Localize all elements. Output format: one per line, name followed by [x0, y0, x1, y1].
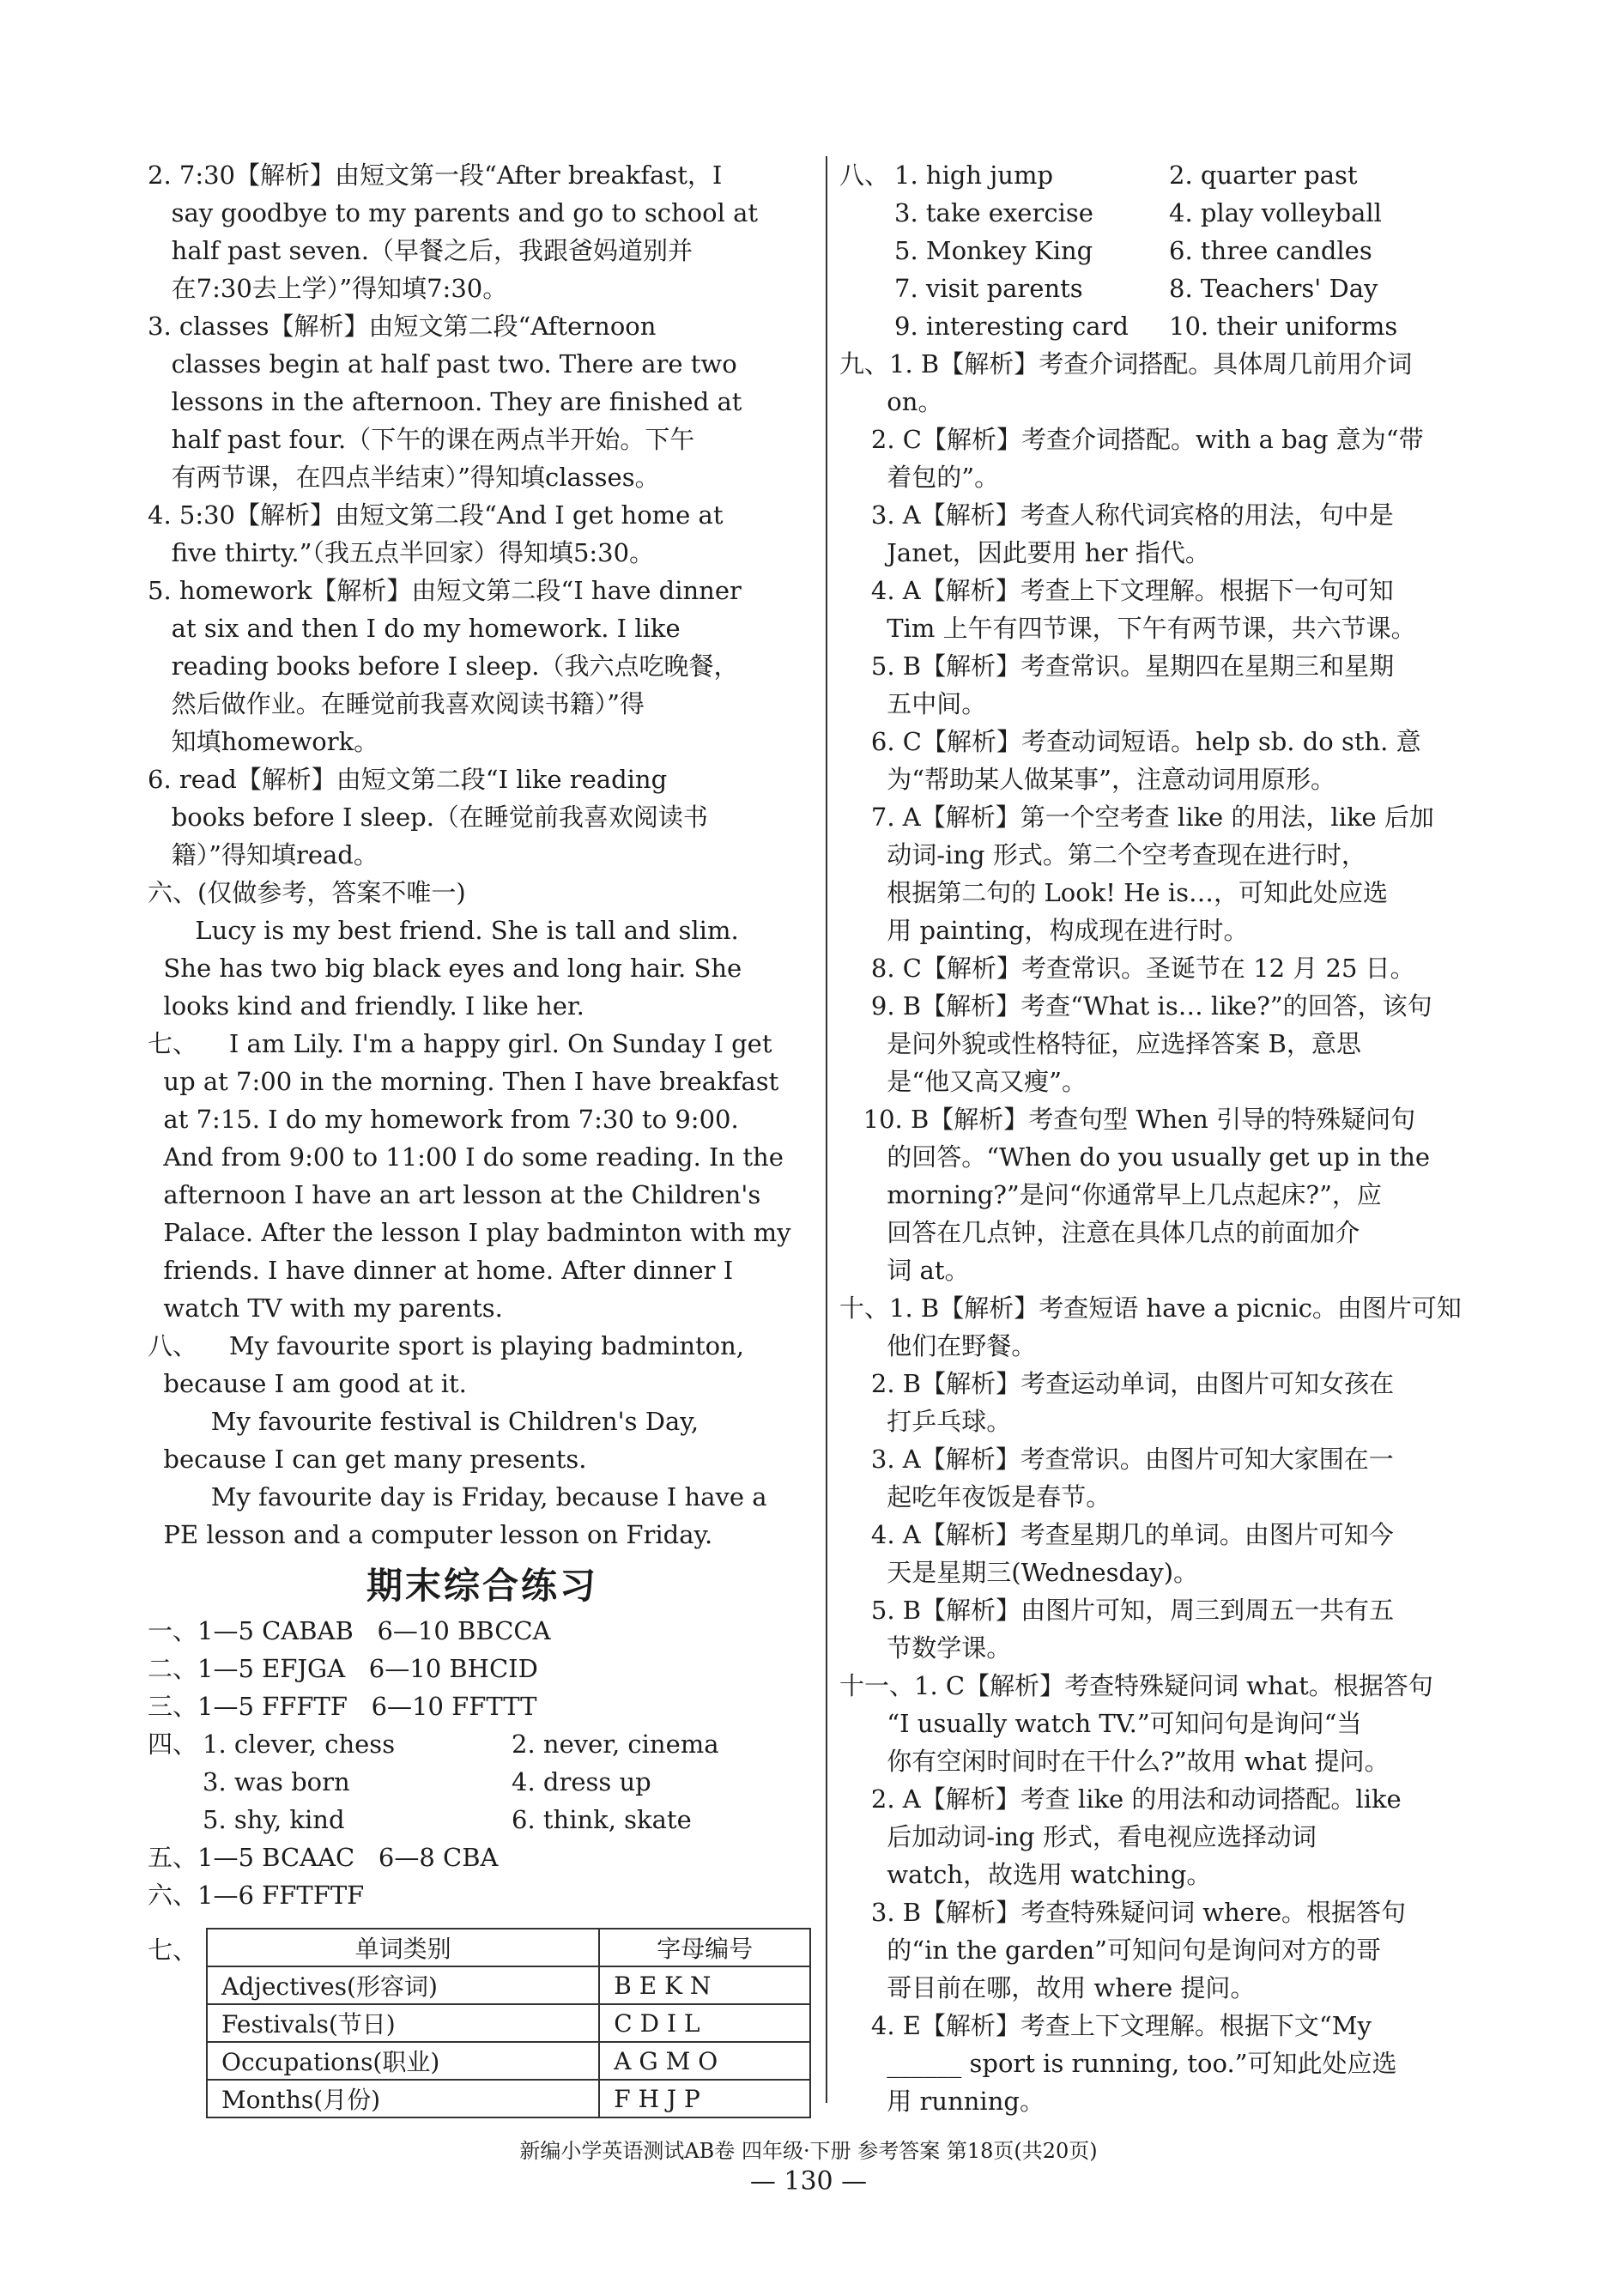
answer-item: 5. shy, kind: [203, 1805, 345, 1834]
answer-row: [148, 1801, 817, 1839]
question-prefix: [148, 1801, 203, 1839]
answer-item: 1. high jump: [894, 161, 1054, 190]
text-line: 4. A【解析】考查上下文理解。根据下一句可知: [839, 576, 1394, 605]
text-line: 籍）”得知填read。: [148, 840, 379, 869]
text-line: afternoon I have an art lesson at the Children's: [148, 1180, 761, 1209]
text-line: 五、1—5 BCAAC 6—8 CBA: [148, 1843, 499, 1872]
answer-item: 1. clever, chess: [203, 1730, 396, 1759]
text-line: 十、1. B【解析】考查短语 have a picnic。由图片可知: [839, 1293, 1462, 1323]
text-line: lessons in the afternoon. They are finished at: [148, 387, 742, 416]
text-line: 是问外貌或性格特征，应选择答案 B，意思: [839, 1029, 1361, 1058]
answer-row: [839, 194, 1500, 232]
text-line: 六、(仅做参考，答案不唯一): [148, 878, 466, 907]
table-row: [207, 2080, 810, 2117]
text-line: 知填homework。: [148, 727, 379, 756]
text-line: say goodbye to my parents and go to school at: [148, 198, 759, 227]
text-line: 7. A【解析】第一个空考查 like 的用法，like 后加: [839, 803, 1434, 832]
answer-row: [148, 1725, 817, 1763]
text-line: 二、1—5 EFJGA 6—10 BHCID: [148, 1654, 538, 1683]
text-line: watch TV with my parents.: [148, 1293, 503, 1323]
left-column: [148, 156, 817, 1914]
text-line: Janet，因此要用 her 指代。: [839, 538, 1210, 567]
answer-item: 10. their uniforms: [1169, 312, 1398, 341]
answer-item: 2. never, cinema: [512, 1730, 719, 1759]
text-line: 8. C【解析】考查常识。圣诞节在 12 月 25 日。: [839, 954, 1415, 983]
question-8-block: [839, 156, 1500, 345]
answer-item: 6. three candles: [1169, 236, 1372, 265]
text-line: 5. homework【解析】由短文第二段“I have dinner: [148, 576, 742, 605]
text-line: 三、1—5 FFFTF 6—10 FFTTT: [148, 1692, 537, 1721]
right-column: [839, 156, 1500, 2120]
text-line: 根据第二句的 Look! He is…，可知此处应选: [839, 878, 1388, 907]
answer-row: [839, 156, 1500, 194]
text-line: 6. C【解析】考查动词短语。help sb. do sth. 意: [839, 727, 1421, 756]
word-category-table: [206, 1928, 811, 2118]
text-line: 动词-ing 形式。第二个空考查现在进行时，: [839, 840, 1366, 869]
text-line: up at 7:00 in the morning. Then I have breakfast: [148, 1067, 779, 1096]
text-line: 七、 I am Lily. I'm a happy girl. On Sunday I get: [148, 1029, 772, 1058]
table-cell: Occupations(职业): [207, 2042, 599, 2080]
right-answer-lines: [839, 345, 1500, 2120]
text-line: 八、 My favourite sport is playing badminton,: [148, 1331, 745, 1360]
text-line: 2. C【解析】考查介词搭配。with a bag 意为“带: [839, 425, 1424, 454]
text-line: She has two big black eyes and long hair. She: [148, 954, 742, 983]
text-line: morning?”是问“你通常早上几点起床?”，应: [839, 1180, 1382, 1209]
text-line: My favourite festival is Children's Day,: [148, 1407, 699, 1436]
table-row: [207, 2042, 810, 2080]
text-line: My favourite day is Friday, because I have a: [148, 1482, 767, 1511]
text-line: reading books before I sleep.（我六点吃晚餐，: [148, 651, 739, 681]
question-4-block: [148, 1725, 817, 1839]
answer-item: 3. take exercise: [894, 198, 1093, 227]
text-line: 3. B【解析】考查特殊疑问词 where。根据答句: [839, 1898, 1406, 1927]
answer-item: 5. Monkey King: [894, 236, 1093, 265]
answer-row: [839, 307, 1500, 345]
text-line: 他们在野餐。: [839, 1331, 1037, 1360]
text-line: 词 at。: [839, 1256, 970, 1285]
text-line: friends. I have dinner at home. After dinner I: [148, 1256, 734, 1285]
question-prefix: 四、: [148, 1730, 198, 1759]
answer-item: 4. play volleyball: [1169, 198, 1382, 227]
text-line: half past four.（下午的课在两点半开始。下午: [148, 425, 695, 454]
table-row: [207, 1966, 810, 2004]
question-prefix: 八、: [839, 161, 890, 190]
text-line: 3. A【解析】考查常识。由图片可知大家围在一: [839, 1445, 1394, 1474]
text-line: ______ sport is running, too.”可知此处应选: [839, 2049, 1397, 2078]
answer-item: 7. visit parents: [894, 274, 1083, 303]
text-line: 在7:30去上学）”得知填7:30。: [148, 274, 508, 303]
text-line: classes begin at half past two. There are two: [148, 349, 737, 379]
text-line: half past seven.（早餐之后，我跟爸妈道别并: [148, 236, 693, 265]
table-cell: F H J P: [599, 2080, 810, 2117]
text-line: 2. 7:30【解析】由短文第一段“After breakfast，I: [148, 161, 723, 190]
text-line: 为“帮助某人做某事”，注意动词用原形。: [839, 765, 1335, 794]
text-line: 十一、1. C【解析】考查特殊疑问词 what。根据答句: [839, 1671, 1433, 1700]
text-line: at 7:15. I do my homework from 7:30 to 9:00.: [148, 1105, 739, 1134]
text-line: 哥目前在哪，故用 where 提问。: [839, 1973, 1256, 2002]
text-line: 九、1. B【解析】考查介词搭配。具体周几前用介词: [839, 349, 1413, 379]
text-line: 一、1—5 CABAB 6—10 BBCCA: [148, 1616, 551, 1645]
text-line: PE lesson and a computer lesson on Friday.: [148, 1520, 713, 1549]
text-line: 用 running。: [839, 2087, 1045, 2116]
question-prefix: [839, 232, 894, 270]
question-prefix: [839, 307, 894, 345]
text-line: 2. A【解析】考查 like 的用法和动词搭配。like: [839, 1784, 1402, 1814]
column-divider: [826, 156, 827, 2103]
answer-item: 3. was born: [203, 1767, 350, 1796]
table-cell: B E K N: [599, 1966, 810, 2004]
answer-row: [839, 232, 1500, 270]
text-line: 回答在几点钟，注意在具体几点的前面加介: [839, 1218, 1360, 1247]
question-7-label: 七、: [148, 1936, 198, 1965]
text-line: 3. classes【解析】由短文第二段“Afternoon: [148, 312, 657, 341]
text-line: Palace. After the lesson I play badminton with my: [148, 1218, 791, 1247]
table-header: 单词类别: [207, 1929, 599, 1966]
text-line: 然后做作业。在睡觉前我喜欢阅读书籍）”得: [148, 689, 645, 718]
left-answer-lines: [148, 156, 817, 1554]
text-line: 5. B【解析】考查常识。星期四在星期三和星期: [839, 651, 1395, 681]
table-header: 字母编号: [599, 1929, 810, 1966]
text-line: 是“他又高又瘦”。: [839, 1067, 1087, 1096]
question-prefix: [839, 194, 894, 232]
text-line: 起吃年夜饭是春节。: [839, 1482, 1111, 1511]
answer-item: 8. Teachers' Day: [1169, 274, 1378, 303]
answer-item: 6. think, skate: [512, 1805, 692, 1834]
text-line: 六、1—6 FFTFTF: [148, 1881, 365, 1910]
text-line: 打乒乓球。: [839, 1407, 1012, 1436]
answer-row: [839, 270, 1500, 307]
question-prefix: [148, 1763, 203, 1801]
text-line: 天是星期三(Wednesday)。: [839, 1558, 1199, 1587]
section-title: 期末综合练习: [366, 1565, 598, 1607]
text-line: 4. A【解析】考查星期几的单词。由图片可知今: [839, 1520, 1394, 1549]
text-line: books before I sleep.（在睡觉前我喜欢阅读书: [148, 803, 708, 832]
text-line: 2. B【解析】考查运动单词，由图片可知女孩在: [839, 1369, 1395, 1398]
text-line: 五中间。: [839, 689, 987, 718]
page-number: — 130 —: [749, 2166, 868, 2196]
text-line: 你有空闲时间时在干什么?”故用 what 提问。: [839, 1747, 1390, 1776]
text-line: because I am good at it.: [148, 1369, 467, 1398]
text-line: five thirty.”（我五点半回家）得知填5:30。: [148, 538, 655, 567]
text-line: 10. B【解析】考查句型 When 引导的特殊疑问句: [839, 1105, 1416, 1134]
text-line: 6. read【解析】由短文第二段“I like reading: [148, 765, 668, 794]
text-line: 9. B【解析】考查“What is… like?”的回答，该句: [839, 991, 1432, 1021]
exam-answer-lines: [148, 1612, 817, 1725]
table-body: [207, 1966, 810, 2117]
text-line: watch，故选用 watching。: [839, 1860, 1212, 1889]
text-line: 5. B【解析】由图片可知，周三到周五一共有五: [839, 1596, 1395, 1625]
text-line: 4. 5:30【解析】由短文第二段“And I get home at: [148, 500, 724, 530]
table-row: [207, 2004, 810, 2042]
text-line: on。: [839, 387, 943, 416]
text-line: 有两节课，在四点半结束）”得知填classes。: [148, 463, 660, 492]
answer-row: [148, 1763, 817, 1801]
text-line: 的回答。“When do you usually get up in the: [839, 1142, 1431, 1172]
text-line: looks kind and friendly. I like her.: [148, 991, 584, 1021]
table-header-row: [207, 1929, 810, 1966]
text-line: And from 9:00 to 11:00 I do some reading. In the: [148, 1142, 784, 1172]
text-line: because I can get many presents.: [148, 1445, 587, 1474]
table-cell: Months(月份): [207, 2080, 599, 2117]
text-line: 3. A【解析】考查人称代词宾格的用法，句中是: [839, 500, 1394, 530]
text-line: “I usually watch TV.”可知问句是询问“当: [839, 1709, 1362, 1738]
exam-answer-lines-2: [148, 1839, 817, 1914]
answer-item: 9. interesting card: [894, 312, 1129, 341]
footer-text: 新编小学英语测试AB卷 四年级·下册 参考答案 第18页(共20页): [519, 2139, 1098, 2163]
table-cell: Adjectives(形容词): [207, 1966, 599, 2004]
answer-item: 4. dress up: [512, 1767, 651, 1796]
text-line: 着包的”。: [839, 463, 1000, 492]
text-line: 4. E【解析】考查上下文理解。根据下文“My: [839, 2011, 1372, 2040]
text-line: Tim 上午有四节课，下午有两节课，共六节课。: [839, 614, 1416, 643]
question-prefix: [839, 270, 894, 307]
table-cell: C D I L: [599, 2004, 810, 2042]
answer-item: 2. quarter past: [1169, 161, 1358, 190]
table-cell: A G M O: [599, 2042, 810, 2080]
text-line: Lucy is my best friend. She is tall and slim.: [148, 916, 739, 945]
text-line: 后加动词-ing 形式，看电视应选择动词: [839, 1822, 1317, 1851]
text-line: at six and then I do my homework. I like: [148, 614, 681, 643]
table-cell: Festivals(节日): [207, 2004, 599, 2042]
text-line: 用 painting，构成现在进行时。: [839, 916, 1249, 945]
text-line: 的“in the garden”可知问句是询问对方的哥: [839, 1936, 1381, 1965]
text-line: 节数学课。: [839, 1633, 1012, 1663]
